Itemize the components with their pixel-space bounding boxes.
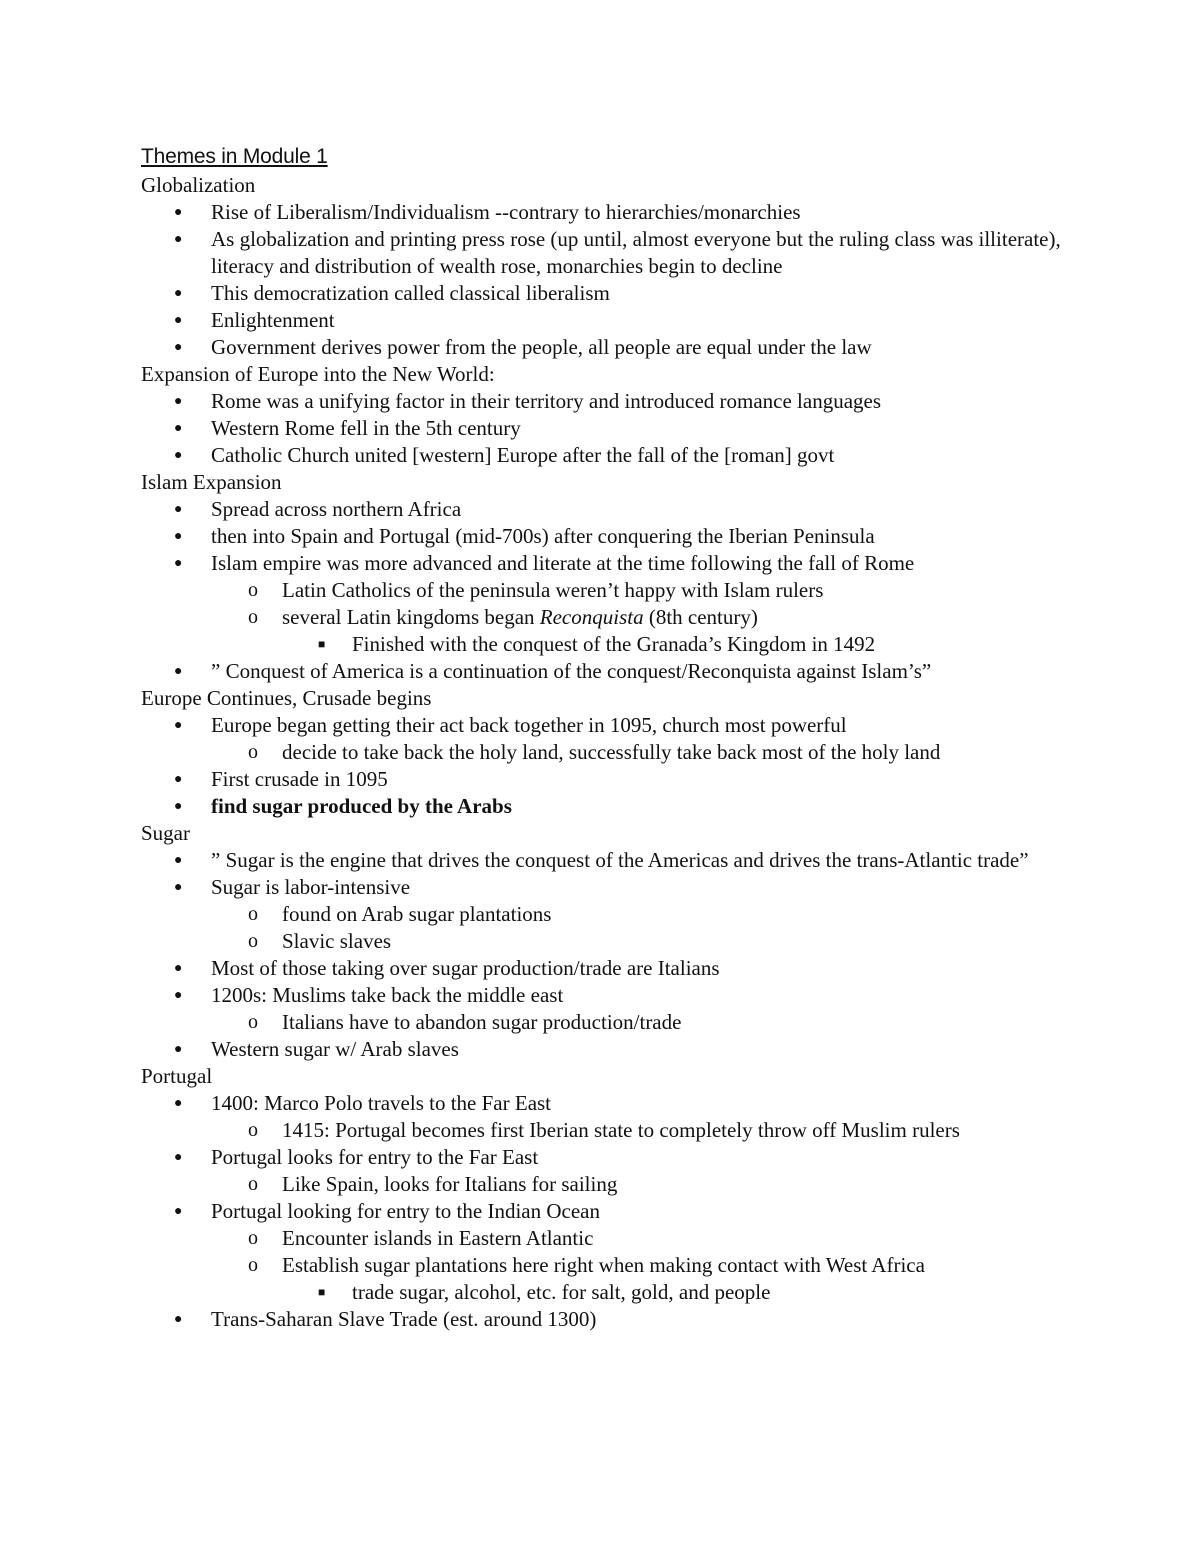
list-item [141,1036,1101,1063]
circle-bullet-icon: o [248,1227,258,1249]
list-item [141,1279,1101,1306]
bullet-icon: ● [174,1150,183,1165]
item-text: Spread across northern Africa [211,497,462,521]
item-text: found on Arab sugar plantations [282,902,552,926]
circle-bullet-icon: o [248,903,258,925]
item-text: Like Spain, looks for Italians for sailing [282,1172,618,1196]
bullet-icon: ● [174,1312,183,1327]
document-page [141,142,1101,1333]
list-item [141,793,1101,820]
item-text: trade sugar, alcohol, etc. for salt, gold, and people [352,1280,771,1304]
bullet-icon: ● [174,853,183,868]
item-text: Government derives power from the people, all people are equal under the law [211,335,872,359]
list-item [141,1198,1101,1225]
item-text: First crusade in 1095 [211,767,388,791]
list-item [141,415,1101,442]
circle-bullet-icon: o [248,741,258,763]
circle-bullet-icon: o [248,930,258,952]
bullet-icon: ● [174,205,183,220]
list-item [141,496,1101,523]
square-bullet-icon: ■ [318,1285,326,1299]
list-item [141,442,1101,469]
item-text: Rome was a unifying factor in their territory and introduced romance languages [211,389,882,413]
list-item [141,523,1101,550]
list-item [141,739,1101,766]
item-text: Rise of Liberalism/Individualism --contrary to hierarchies/monarchies [211,200,801,224]
notes-body [141,172,1101,1333]
item-text: Latin Catholics of the peninsula weren’t happy with Islam rulers [282,578,824,602]
item-text: then into Spain and Portugal (mid-700s) after conquering the Iberian Peninsula [211,524,875,548]
list-item [141,1144,1101,1171]
list-item [141,334,1101,361]
item-text: Slavic slaves [282,929,392,953]
bullet-icon: ● [174,1042,183,1057]
bullet-icon: ● [174,1096,183,1111]
section-heading: Expansion of Europe into the New World: [141,362,495,386]
list-item [141,874,1101,901]
list-item [141,1252,1101,1279]
circle-bullet-icon: o [248,1254,258,1276]
item-text: Establish sugar plantations here right when making contact with West Africa [282,1253,925,1277]
bullet-icon: ● [174,340,183,355]
bullet-icon: ● [174,448,183,463]
list-item [141,1171,1101,1198]
item-text: find sugar produced by the Arabs [211,794,512,818]
square-bullet-icon: ■ [318,637,326,651]
item-text: Finished with the conquest of the Granada’s Kingdom in 1492 [352,632,876,656]
bullet-icon: ● [174,313,183,328]
list-item [141,1090,1101,1117]
list-item [141,307,1101,334]
item-text: Sugar is labor-intensive [211,875,411,899]
item-text: Portugal looking for entry to the Indian Ocean [211,1199,600,1223]
item-text: several Latin kingdoms began [282,605,540,629]
item-text: Italians have to abandon sugar production/trade [282,1010,682,1034]
section-heading: Islam Expansion [141,470,282,494]
circle-bullet-icon: o [248,606,258,628]
item-text: Most of those taking over sugar production/trade are Italians [211,956,720,980]
item-text: Enlightenment [211,308,335,332]
list-item [141,280,1101,307]
section-heading: Europe Continues, Crusade begins [141,686,432,710]
item-text: (8th century) [643,605,758,629]
bullet-icon: ● [174,718,183,733]
bullet-icon: ● [174,232,183,247]
bullet-icon: ● [174,799,183,814]
list-item [141,577,1101,604]
list-item [141,766,1101,793]
item-text-italic: Reconquista [539,605,644,629]
item-text: ” Conquest of America is a continuation of the conquest/Reconquista against Islam’s” [211,659,932,683]
bullet-icon: ● [174,1204,183,1219]
document-title: Themes in Module 1 [141,145,328,168]
list-item [141,388,1101,415]
bullet-icon: ● [174,988,183,1003]
bullet-icon: ● [174,421,183,436]
list-item [141,1009,1101,1036]
list-item [141,226,1101,280]
list-item [141,1306,1101,1333]
section-heading: Portugal [141,1064,213,1088]
item-text: Islam empire was more advanced and literate at the time following the fall of Rome [211,551,915,575]
list-item [141,604,1101,631]
bullet-icon: ● [174,502,183,517]
item-text: Encounter islands in Eastern Atlantic [282,1226,594,1250]
item-text: 1200s: Muslims take back the middle east [211,983,564,1007]
bullet-icon: ● [174,394,183,409]
item-text: 1415: Portugal becomes first Iberian state to completely throw off Muslim rulers [282,1118,960,1142]
bullet-icon: ● [174,961,183,976]
item-text: Trans-Saharan Slave Trade (est. around 1300) [211,1307,597,1331]
circle-bullet-icon: o [248,1119,258,1141]
item-text: ” Sugar is the engine that drives the conquest of the Americas and drives the trans-Atlantic trade” [211,848,1029,872]
item-text: Catholic Church united [western] Europe after the fall of the [roman] govt [211,443,835,467]
bullet-icon: ● [174,664,183,679]
circle-bullet-icon: o [248,1011,258,1033]
list-item [141,1117,1101,1144]
list-item [141,982,1101,1009]
list-item [141,955,1101,982]
list-item [141,631,1101,658]
item-text: Western Rome fell in the 5th century [211,416,521,440]
item-text: Europe began getting their act back together in 1095, church most powerful [211,713,847,737]
bullet-icon: ● [174,286,183,301]
section-heading: Globalization [141,173,256,197]
bullet-icon: ● [174,529,183,544]
section-heading: Sugar [141,821,190,845]
circle-bullet-icon: o [248,1173,258,1195]
bullet-icon: ● [174,772,183,787]
item-text: 1400: Marco Polo travels to the Far East [211,1091,552,1115]
list-item [141,1225,1101,1252]
item-text: This democratization called classical liberalism [211,281,610,305]
list-item [141,847,1101,874]
list-item [141,901,1101,928]
list-item [141,658,1101,685]
circle-bullet-icon: o [248,579,258,601]
list-item [141,199,1101,226]
item-text: Western sugar w/ Arab slaves [211,1037,459,1061]
list-item [141,712,1101,739]
item-text: Portugal looks for entry to the Far East [211,1145,539,1169]
item-text: decide to take back the holy land, successfully take back most of the holy land [282,740,941,764]
list-item [141,928,1101,955]
bullet-icon: ● [174,880,183,895]
list-item [141,550,1101,577]
bullet-icon: ● [174,556,183,571]
item-text: As globalization and printing press rose (up until, almost everyone but the ruling class was illiterate), literacy and distribution of wealth rose, monarchies begin to decline [211,227,1061,278]
